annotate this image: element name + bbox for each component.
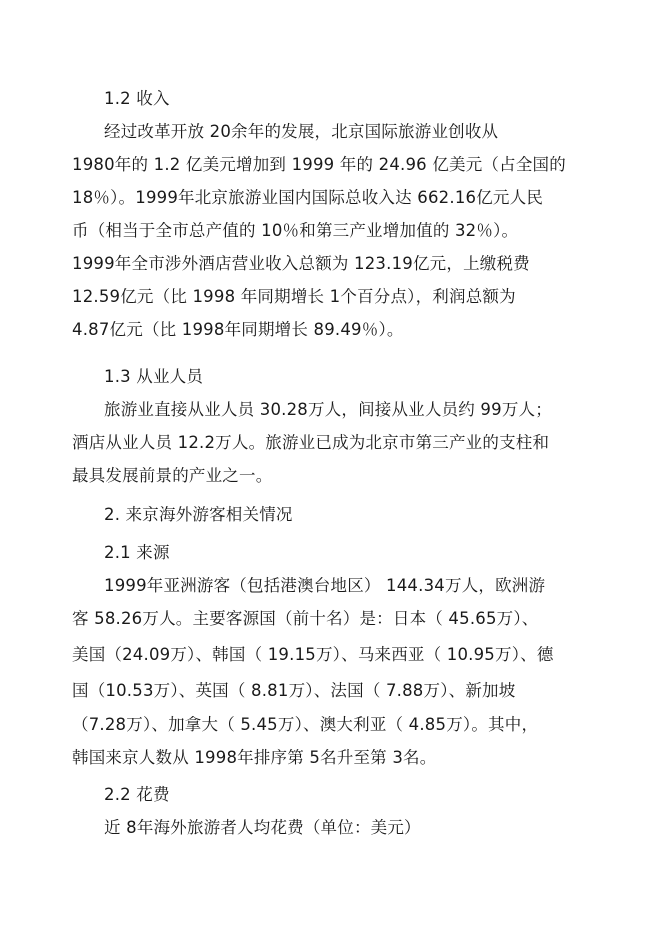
- paragraph-line: 经过改革开放 20余年的发展，北京国际旅游业创收从: [104, 122, 499, 141]
- paragraph-line: 国（10.53万）、英国（ 8.81万）、法国（ 7.88万）、新加坡: [72, 681, 516, 700]
- paragraph-line: 12.59亿元（比 1998 年同期增长 1个百分点），利润总额为: [72, 287, 516, 306]
- paragraph-line: 最具发展前景的产业之一。: [72, 466, 273, 485]
- paragraph-line: 客 58.26万人。主要客源国（前十名）是：日本（ 45.65万）、: [72, 609, 539, 628]
- paragraph-line: 旅游业直接从业人员 30.28万人，间接从业人员约 99万人；: [104, 400, 552, 419]
- paragraph-line: 美国（24.09万）、韩国（ 19.15万）、马来西亚（ 10.95万）、德: [72, 645, 554, 664]
- heading-2-1-source: 2.1 来源: [104, 543, 170, 562]
- paragraph-line: 18％）。1999年北京旅游业国内国际总收入达 662.16亿元人民: [72, 188, 544, 207]
- paragraph-line: 1999年全市涉外酒店营业收入总额为 123.19亿元，上缴税费: [72, 254, 530, 273]
- heading-1-3-employees: 1.3 从业人员: [104, 367, 204, 386]
- paragraph-line: 4.87亿元（比 1998年同期增长 89.49％）。: [72, 320, 404, 339]
- paragraph-line: （7.28万）、加拿大（ 5.45万）、澳大利亚（ 4.85万）。其中，: [72, 715, 539, 734]
- paragraph-line: 1980年的 1.2 亿美元增加到 1999 年的 24.96 亿美元（占全国的: [72, 155, 566, 174]
- paragraph-line: 近 8年海外旅游者人均花费（单位：美元）: [104, 818, 421, 837]
- paragraph-line: 韩国来京人数从 1998年排序第 5名升至第 3名。: [72, 748, 437, 767]
- paragraph-line: 酒店从业人员 12.2万人。旅游业已成为北京市第三产业的支柱和: [72, 433, 550, 452]
- heading-1-2-income: 1.2 收入: [104, 89, 170, 108]
- paragraph-line: 币（相当于全市总产值的 10％和第三产业增加值的 32％）。: [72, 221, 519, 240]
- heading-2-2-spending: 2.2 花费: [104, 785, 170, 804]
- paragraph-line: 1999年亚洲游客（包括港澳台地区） 144.34万人，欧洲游: [104, 576, 546, 595]
- heading-2-overseas-tourists: 2. 来京海外游客相关情况: [104, 505, 293, 524]
